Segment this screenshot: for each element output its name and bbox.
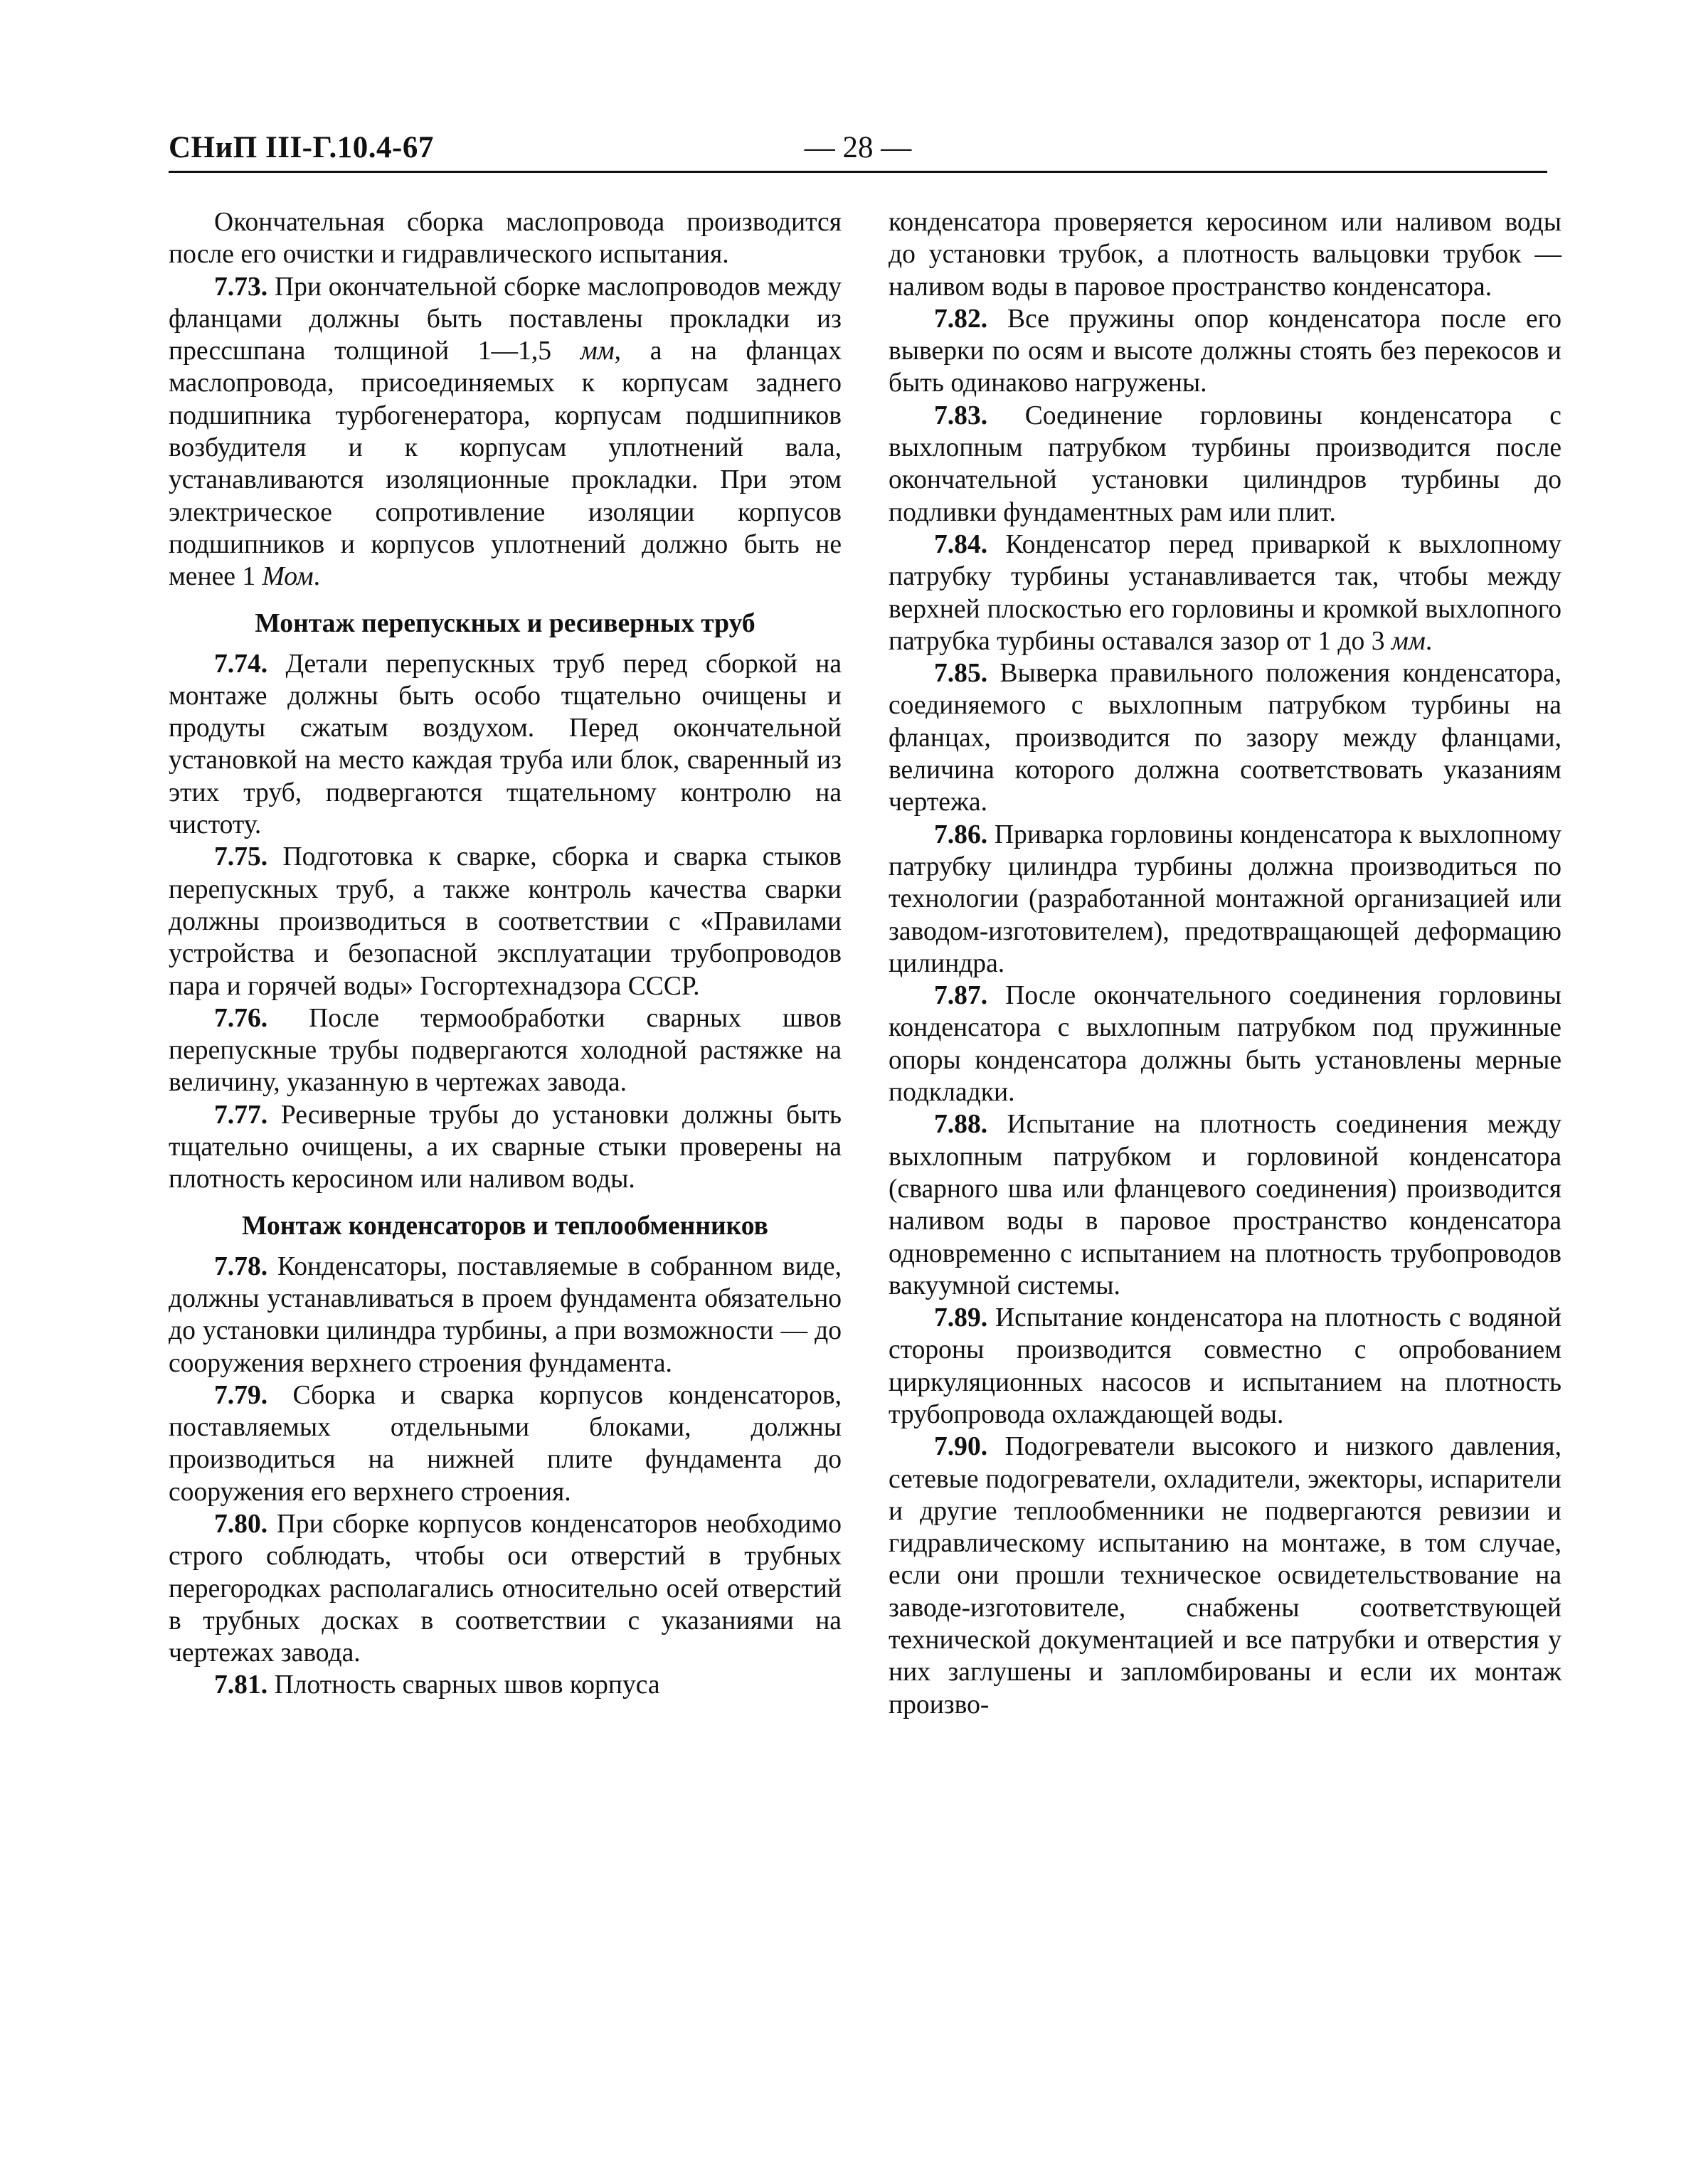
paragraph-7-89 — [889, 1302, 1561, 1431]
clause-number: 7.78. — [214, 1251, 268, 1281]
unit-text: Мом — [262, 562, 314, 592]
paragraph-7-77 — [169, 1099, 842, 1196]
clause-number: 7.84. — [934, 529, 988, 559]
clause-number: 7.79. — [214, 1380, 268, 1410]
paragraph-7-79 — [169, 1379, 842, 1508]
paragraph-text: Подогреватели высокого и низкого давления, сетевые подогреватели, охладители, эжекторы, испарители и другие теплообменники не подвергаются ревизии и гидравлическому испытанию на монтаже, в том случае, если они прошли техническое освидетельствование на заводе-изготовителе, снабжены соответствующей технической документацией и все патрубки и отверстия у них заглушены и запломбированы и если их монтаж произво- — [889, 1432, 1561, 1719]
clause-number: 7.73. — [214, 272, 268, 302]
paragraph-text: Ресиверные трубы до установки должны быть тщательно очищены, а их сварные стыки проверены на плотность керосином или наливом воды. — [169, 1100, 842, 1194]
paragraph-text: Сборка и сварка корпусов конденсаторов, поставляемых отдельными блоками, должны производиться на нижней плите фундамента до сооружения его верхнего строения. — [169, 1380, 842, 1507]
clause-number: 7.88. — [934, 1110, 988, 1140]
clause-number: 7.77. — [214, 1100, 268, 1130]
clause-number: 7.89. — [934, 1303, 988, 1333]
paragraph-7-85 — [889, 657, 1561, 818]
paragraph-text: , а на фланцах маслопровода, присоединяемых к корпусам заднего подшипника турбогенератора, корпусам подшипников возбудителя и к корпусам уплотнений вала, устанавливаются изоляционные прокладки. При этом электрическое сопротивление изоляции корпусов подшипников и корпусов уплотнений должно быть не менее 1 — [169, 336, 842, 592]
unit-text: мм — [1391, 626, 1426, 656]
paragraph-7-73 — [169, 271, 842, 593]
paragraph-7-86 — [889, 819, 1561, 980]
paragraph-text: После окончательного соединения горловины конденсатора с выхлопным патрубком под пружинные опоры конденсатора должны быть установлены мерные подкладки. — [889, 981, 1561, 1108]
page-number: — 28 — — [804, 131, 912, 164]
paragraph-7-81-continued — [889, 206, 1561, 303]
paragraph-text: Конденсатор перед приваркой к выхлопному патрубку турбины устанавливается так, чтобы между верхней плоскостью его горловины и кромкой выхлопного патрубка турбины оставался зазор от 1 до 3 — [889, 529, 1561, 656]
paragraph-text: Подготовка к сварке, сборка и сварка стыков перепускных труб, а также контроль качества сварки должны производиться в соответствии с «Правилами устройства и безопасной эксплуатации трубопроводов пара и горячей воды» Госгортехнадзора СССР. — [169, 842, 842, 1001]
paragraph-7-78 — [169, 1251, 842, 1379]
paragraph-text: При сборке корпусов конденсаторов необходимо строго соблюдать, чтобы оси отверстий в трубных перегородках располагались относительно осей отверстий в трубных досках в соответствии с указаниями на чертежах завода. — [169, 1509, 842, 1668]
paragraph-7-87 — [889, 980, 1561, 1108]
paragraph-text: Плотность сварных швов корпуса — [274, 1670, 660, 1700]
paragraph-7-75 — [169, 841, 842, 1002]
paragraph-7-74 — [169, 648, 842, 842]
clause-number: 7.76. — [214, 1003, 268, 1033]
paragraph-text: Конденсаторы, поставляемые в собранном виде, должны устанавливаться в проем фундамента обязательно до установки цилиндра турбины, а при возможности — до сооружения верхнего строения фундамента. — [169, 1251, 842, 1378]
paragraph-text: При окончательной сборке маслопроводов между фланцами должны быть поставлены прокладки из прессшпана толщиной 1—1,5 — [169, 272, 842, 366]
clause-number: 7.86. — [934, 820, 988, 849]
paragraph-7-76 — [169, 1002, 842, 1099]
paragraph-text: Соединение горловины конденсатора с выхлопным патрубком турбины производится после окончательной установки цилиндров турбины до подливки фундаментных рам или плит. — [889, 401, 1561, 527]
paragraph-text: Испытание на плотность соединения между выхлопным патрубком и горловиной конденсатора (сварного шва или фланцевого соединения) производится наливом воды в паровое пространство конденсатора одновременно с испытанием на плотность трубопроводов вакуумной системы. — [889, 1110, 1561, 1300]
paragraph-text: Окончательная сборка маслопровода производится после его очистки и гидравлического испытания. — [169, 208, 842, 270]
paragraph-text: Приварка горловины конденсатора к выхлопному патрубку цилиндра турбины должна производиться по технологии (разработанной монтажной организацией или заводом-изготовителем), предотвращающей деформацию цилиндра. — [889, 820, 1561, 978]
document-code: СНиП III-Г.10.4-67 — [169, 131, 434, 164]
paragraph-7-83 — [889, 400, 1561, 529]
clause-number: 7.80. — [214, 1509, 268, 1539]
clause-number: 7.87. — [934, 981, 988, 1011]
section-heading-pipes: Монтаж перепускных и ресиверных труб — [255, 608, 755, 638]
header-rule — [169, 171, 1547, 173]
right-column — [889, 206, 1561, 1721]
left-column — [169, 206, 842, 1702]
paragraph-text: конденсатора проверяется керосином или наливом воды до установки трубок, а плотность вальцовки трубок — наливом воды в паровое пространство конденсатора. — [889, 208, 1561, 302]
clause-number: 7.75. — [214, 842, 268, 872]
clause-number: 7.90. — [934, 1432, 988, 1462]
clause-number: 7.81. — [214, 1670, 268, 1700]
paragraph-7-81 — [169, 1669, 842, 1701]
paragraph-text: После термообработки сварных швов перепускные трубы подвергаются холодной растяжке на величину, указанную в чертежах завода. — [169, 1003, 842, 1098]
clause-number: 7.83. — [934, 401, 988, 430]
paragraph-7-90 — [889, 1431, 1561, 1721]
paragraph-7-88 — [889, 1108, 1561, 1302]
paragraph-text: . — [313, 562, 321, 592]
unit-text: мм — [580, 336, 615, 366]
paragraph-text: Выверка правильного положения конденсатора, соединяемого с выхлопным патрубком турбины на фланцах, производится по зазору между фланцами, величина которого должна соответствовать указаниям чертежа. — [889, 659, 1561, 817]
paragraph-7-84 — [889, 529, 1561, 657]
paragraph-text: . — [1425, 626, 1433, 656]
paragraph-intro — [169, 206, 842, 271]
clause-number: 7.74. — [214, 649, 268, 679]
paragraph-text: Детали перепускных труб перед сборкой на монтаже должны быть особо тщательно очищены и продуты сжатым воздухом. Перед окончательной установкой на место каждая труба или блок, сваренный из этих труб, подвергаются тщательному контролю на чистоту. — [169, 649, 842, 840]
paragraph-text: Все пружины опор конденсатора после его выверки по осям и высоте должны стоять без перекосов и быть одинаково нагружены. — [889, 304, 1561, 398]
clause-number: 7.85. — [934, 659, 988, 689]
paragraph-text: Испытание конденсатора на плотность с водяной стороны производится совместно с опробованием циркуляционных насосов и испытанием на плотность трубопровода охлаждающей воды. — [889, 1303, 1561, 1429]
paragraph-7-82 — [889, 303, 1561, 400]
section-heading-condensers: Монтаж конденсаторов и теплообменников — [242, 1211, 768, 1241]
paragraph-7-80 — [169, 1508, 842, 1669]
page-header — [169, 127, 1547, 169]
clause-number: 7.82. — [934, 304, 988, 334]
